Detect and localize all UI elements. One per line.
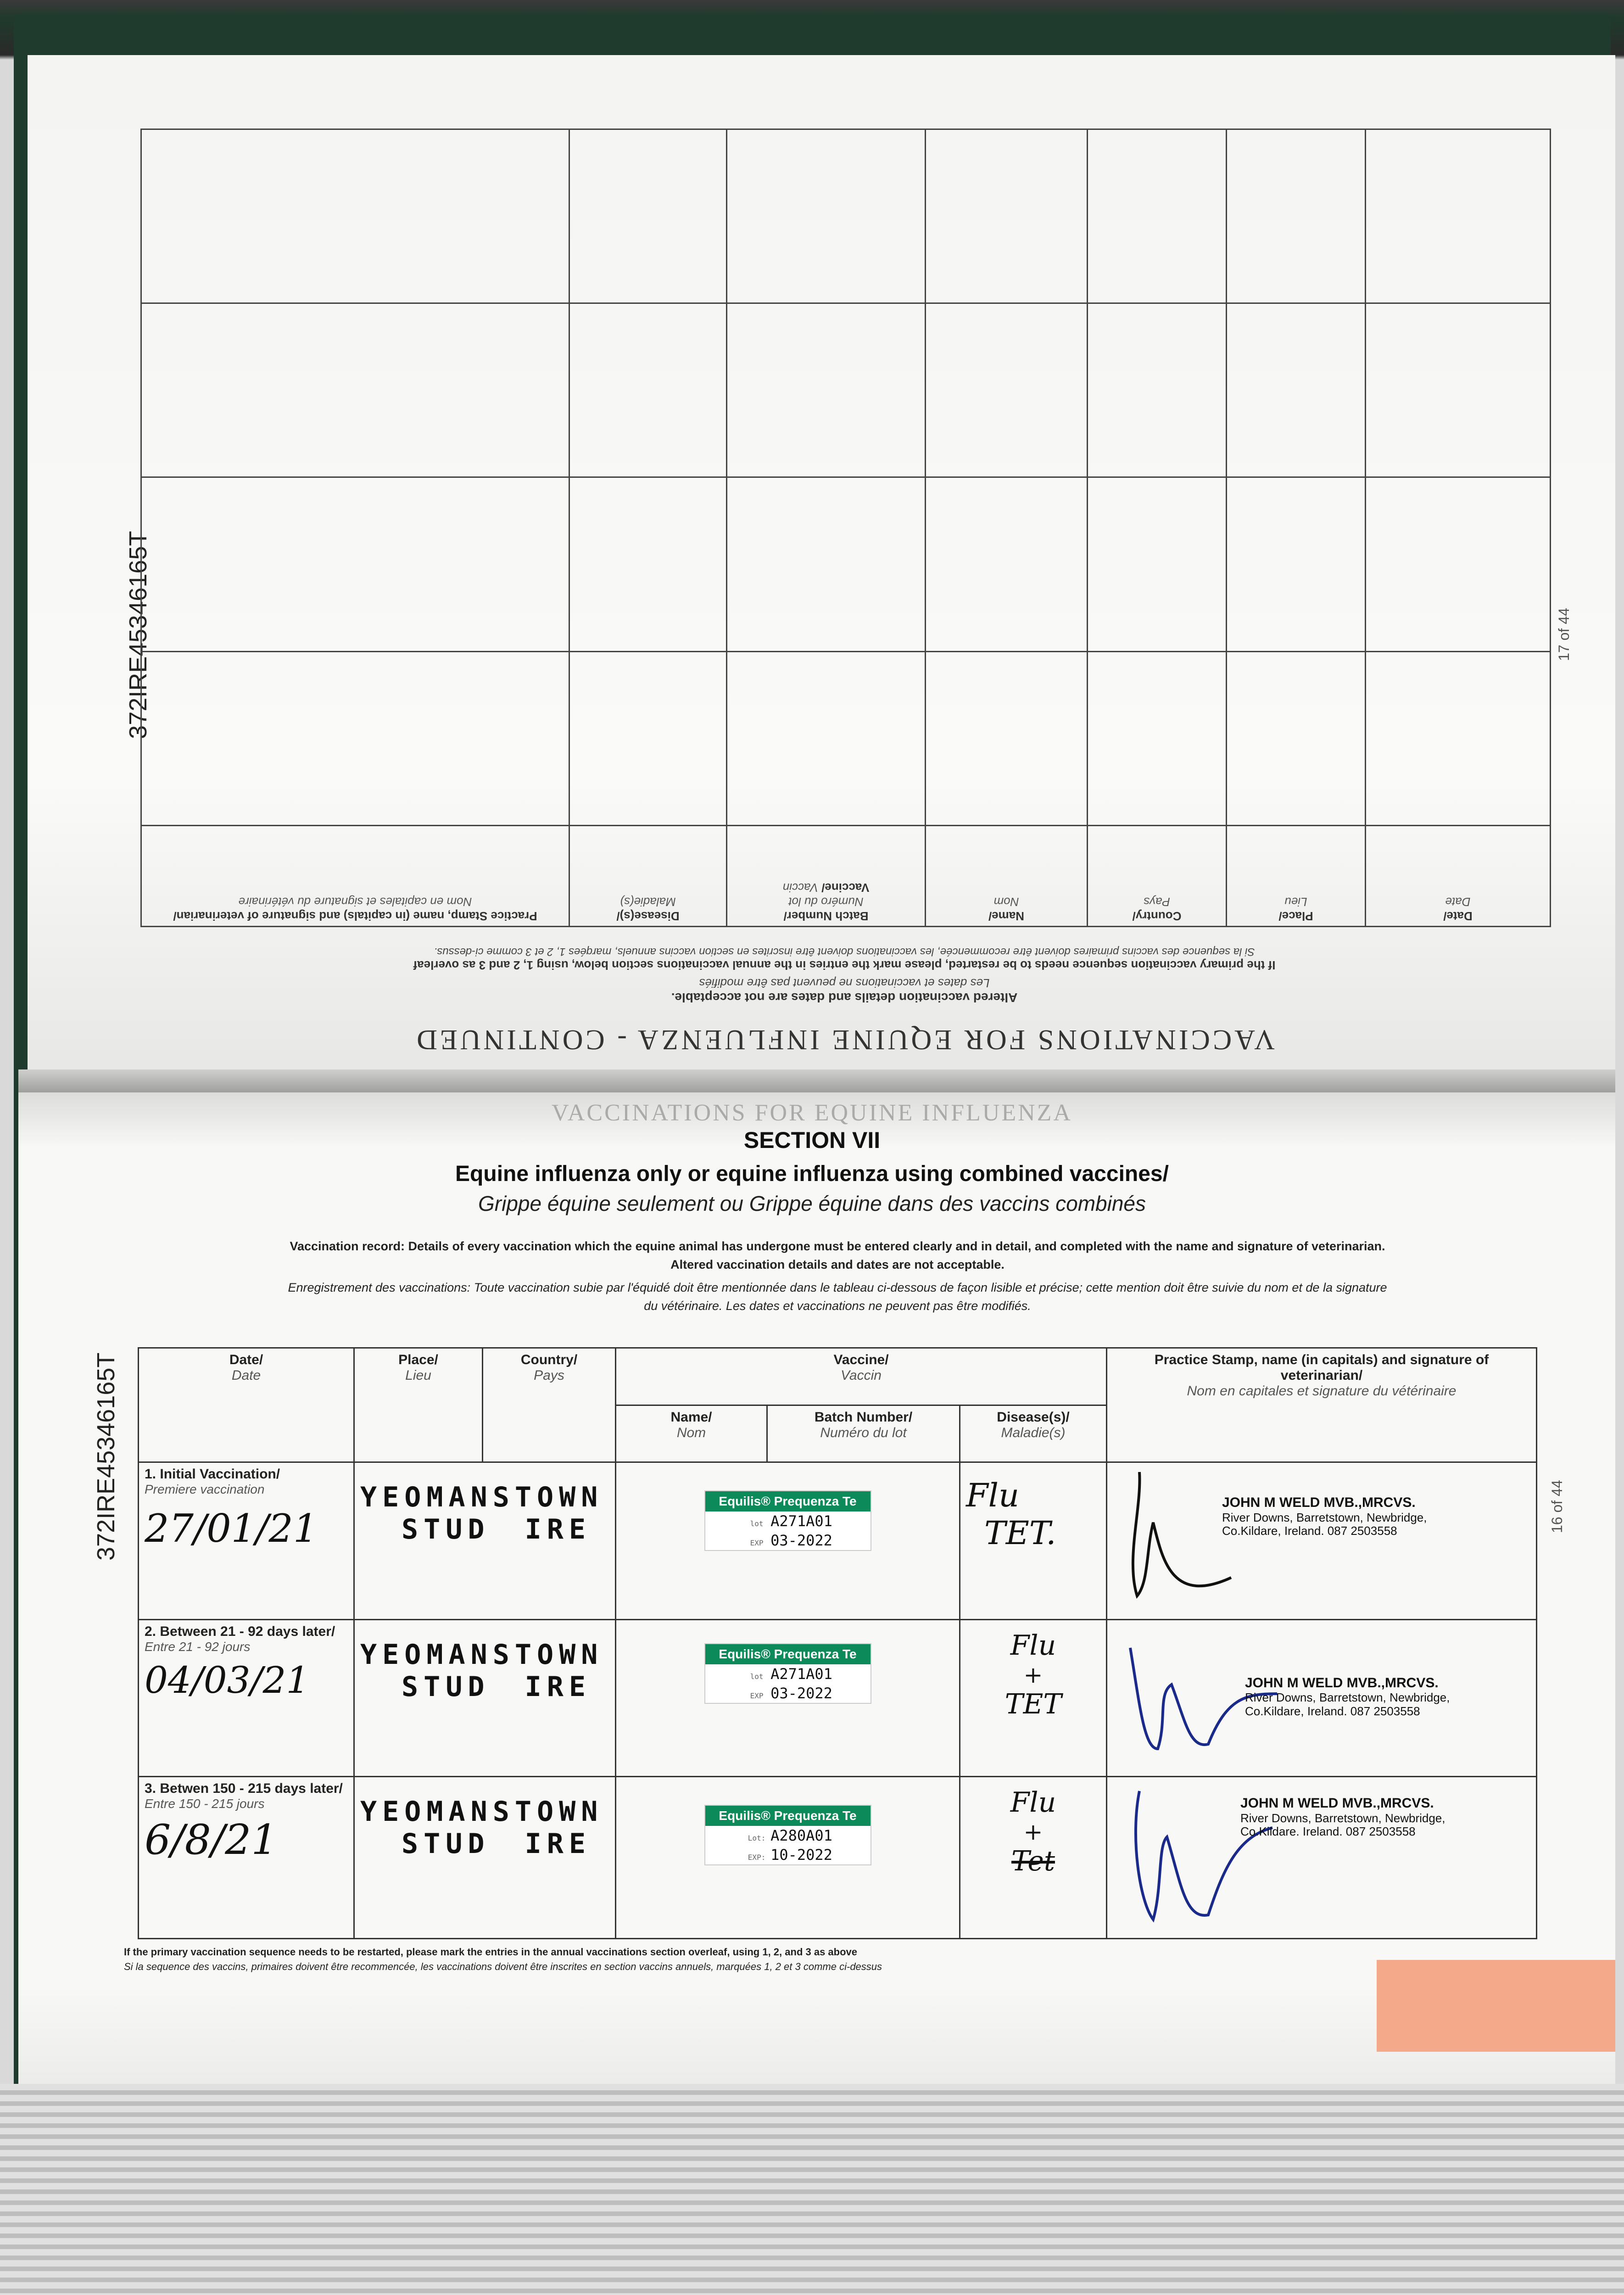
- row2-label-fr: Entre 21 - 92 jours: [145, 1639, 251, 1654]
- record-text-en-2: Altered vaccination details and dates are not acceptable.: [670, 1258, 1005, 1271]
- row1-disease-line1: Flu: [966, 1477, 1020, 1515]
- upper-header-name: Name/ Nom: [926, 826, 1088, 927]
- upper-empty-row: [141, 651, 1551, 825]
- row1-vaccine-brand: Equilis® Prequenza Te: [705, 1491, 871, 1511]
- record-text-en: Vaccination record: Details of every vaccination which the equine animal has undergone must be entered clearly and in detail, and completed with the name and signature of veterinarian.: [290, 1239, 1385, 1253]
- row2-country: IRE: [525, 1670, 591, 1703]
- section-title: SECTION VII: [743, 1127, 881, 1153]
- vaccination-row-1: [139, 1462, 1537, 1620]
- row3-date: 6/8/21: [145, 1816, 278, 1864]
- row1-date: 27/01/21: [145, 1506, 318, 1551]
- row3-disease-cell: [960, 1777, 1107, 1939]
- header-date: Date/ Date: [139, 1348, 354, 1462]
- row2-date-cell: [139, 1619, 354, 1777]
- row2-place-line1: YEOMANSTOWN: [360, 1638, 603, 1671]
- upper-empty-row: [141, 477, 1551, 651]
- passport-id-lower: 372IRE45346165T: [92, 1352, 120, 1561]
- upper-header-practice: Practice Stamp, name (in capitals) and signature of veterinarian/ Nom en capitales et signature du vétérinaire: [141, 826, 569, 927]
- row3-vaccine-brand: Equilis® Prequenza Te: [705, 1806, 871, 1826]
- page-number-lower: 16 of 44: [1549, 1480, 1565, 1533]
- upper-page-title: VACCINATIONS FOR EQUINE INFLUENZA - CONTINUED: [414, 1024, 1275, 1055]
- passport-id-upper: 372IRE45346165T: [124, 531, 152, 739]
- row3-place-line1: YEOMANSTOWN: [360, 1796, 603, 1828]
- row1-label-fr: Premiere vaccination: [145, 1482, 265, 1497]
- upper-header-batch: Batch Number/ Numéro du lot Vaccine/ Vaccin: [727, 826, 926, 927]
- page-number-upper: 17 of 44: [1556, 608, 1572, 661]
- row2-place-country: [354, 1619, 616, 1777]
- header-disease: Disease(s)/ Maladie(s): [960, 1405, 1107, 1462]
- upper-header-date: Date/ Date: [1366, 826, 1551, 927]
- row2-vaccine-brand: Equilis® Prequenza Te: [705, 1644, 871, 1664]
- upper-empty-row: [141, 303, 1551, 477]
- row3-date-cell: [139, 1777, 354, 1939]
- row3-place-country: [354, 1777, 616, 1939]
- row3-lot: A280A01: [770, 1827, 832, 1845]
- record-text-fr: Enregistrement des vaccinations: Toute vaccination subie par l'équidé doit être mentionnée dans le tableau ci-dessous de façon lisible et précise; cette mention doit être suivie du nom et de la signature: [288, 1281, 1387, 1294]
- heading-en: Equine influenza only or equine influenza using combined vaccines/: [455, 1162, 1169, 1186]
- row1-vaccine-label-cell: [616, 1462, 960, 1620]
- upper-vaccination-table: [140, 129, 1551, 927]
- upper-header-place: Place/ Lieu: [1227, 826, 1366, 927]
- row1-vet-stamp: JOHN M WELD MVB.,MRCVS. River Downs, Barretstown, Newbridge, Co.Kildare, Ireland. 087 2503558: [1222, 1495, 1427, 1538]
- row3-disease-line2: +: [1023, 1819, 1043, 1846]
- record-text-fr-2: du vétérinaire. Les dates et vaccinations ne peuvent pas être modifiés.: [644, 1299, 1031, 1313]
- scanner-strip: [0, 2084, 1624, 2295]
- row3-place-line2: STUD: [402, 1828, 490, 1860]
- row2-date: 04/03/21: [145, 1658, 310, 1702]
- header-country: Country/ Pays: [483, 1348, 616, 1462]
- row3-vet-cell: [1107, 1777, 1537, 1939]
- vaccination-row-3: [139, 1777, 1537, 1939]
- header-practice: Practice Stamp, name (in capitals) and signature of veterinarian/ Nom en capitales et signature du vétérinaire: [1107, 1348, 1537, 1462]
- row1-lot: A271A01: [770, 1512, 832, 1530]
- row2-label: 2. Between 21 - 92 days later/: [145, 1623, 335, 1639]
- row3-vaccine-sticker: Equilis® Prequenza Te Lot: A280A01 EXP: 10-2022: [704, 1805, 871, 1865]
- upper-notice-1: Altered vaccination details and dates are not acceptable.: [671, 991, 1018, 1005]
- row1-place-line2: STUD: [402, 1513, 490, 1546]
- row1-place-line1: YEOMANSTOWN: [360, 1481, 603, 1514]
- upper-notice-fr-2: Si la sequence des vaccins primaires doivent être recommencée, les vaccinations doivent être inscrites en section vaccins annuels, marqées 1, 2 et 3 comme ci-dessus.: [434, 946, 1255, 958]
- header-vaccine: Vaccine/ Vaccin: [616, 1348, 1107, 1405]
- orange-tab: [1377, 1960, 1615, 2052]
- header-batch-number: Batch Number/ Numéro du lot: [767, 1405, 960, 1462]
- header-place: Place/ Lieu: [354, 1348, 483, 1462]
- upper-notice-fr-1: Les dates et vaccinations ne peuvent pas être modifiés: [699, 976, 990, 990]
- header-vaccine-name: Name/ Nom: [616, 1405, 767, 1462]
- row2-disease-cell: [960, 1619, 1107, 1777]
- row2-exp: 03-2022: [770, 1684, 832, 1702]
- row2-disease-line1: Flu: [1010, 1629, 1056, 1662]
- upper-empty-row: [141, 129, 1551, 303]
- row1-vet-cell: [1107, 1462, 1537, 1620]
- row1-date-cell: [139, 1462, 354, 1620]
- row2-disease-line2: +: [1023, 1661, 1043, 1688]
- upper-notice-2: If the primary vaccination sequence needs to be restarted, please mark the entries in the annual vaccinations section below, using 1, 2 and 3 as overleaf: [413, 958, 1276, 972]
- footer-note-en: If the primary vaccination sequence needs to be restarted, please mark the entries in the annual vaccinations section overleaf, using 1, 2, and 3 as above: [124, 1946, 858, 1958]
- row2-vaccine-label-cell: [616, 1619, 960, 1777]
- row3-disease-line3: Tet: [1011, 1845, 1055, 1878]
- upper-header-country: Country/ Pays: [1088, 826, 1227, 927]
- row1-place-country: [354, 1462, 616, 1620]
- row2-vet-stamp: JOHN M WELD MVB.,MRCVS. River Downs, Barretstown, Newbridge, Co.Kildare, Ireland. 087 2503558: [1245, 1675, 1450, 1718]
- footer-note-fr: Si la sequence des vaccins, primaires doivent être recommencée, les vaccinations doivent être inscrites en section vaccins annuels, marquées 1, 2 et 3 comme ci-dessus: [124, 1961, 882, 1972]
- row2-lot: A271A01: [770, 1665, 832, 1683]
- row1-label: 1. Initial Vaccination/: [145, 1467, 280, 1482]
- row1-vaccine-sticker: Equilis® Prequenza Te lot A271A01 EXP 03-2022: [704, 1490, 871, 1551]
- row3-exp: 10-2022: [770, 1846, 832, 1864]
- row1-country: IRE: [525, 1513, 591, 1546]
- row3-vaccine-label-cell: [616, 1777, 960, 1939]
- row2-disease-line3: TET: [1005, 1688, 1062, 1720]
- upper-header-disease: Disease(s)/ Maladie(s): [569, 826, 727, 927]
- row1-disease-cell: [960, 1462, 1107, 1620]
- upper-page-header: [138, 927, 1551, 1065]
- heading-fr: Grippe équine seulement ou Grippe équine dans des vaccins combinés: [478, 1192, 1146, 1215]
- row3-disease-line1: Flu: [1010, 1786, 1056, 1819]
- vaccination-table: [138, 1347, 1537, 1939]
- upper-page-content: [138, 119, 1551, 1065]
- row2-vaccine-sticker: Equilis® Prequenza Te lot A271A01 EXP 03-2022: [704, 1643, 871, 1704]
- row3-vet-stamp: JOHN M WELD MVB.,MRCVS. River Downs, Barretstown, Newbridge, Co.Kildare. Ireland. 087 2503558: [1240, 1796, 1445, 1839]
- row2-place-line2: STUD: [402, 1670, 490, 1703]
- vaccination-row-2: [139, 1619, 1537, 1777]
- row1-exp: 03-2022: [770, 1532, 832, 1550]
- row1-disease-line2: TET.: [984, 1514, 1056, 1552]
- row3-country: IRE: [525, 1828, 591, 1860]
- faded-header: VACCINATIONS FOR EQUINE INFLUENZA: [552, 1100, 1072, 1126]
- row3-label: 3. Betwen 150 - 215 days later/: [145, 1781, 343, 1797]
- row2-vet-cell: [1107, 1619, 1537, 1777]
- row3-label-fr: Entre 150 - 215 jours: [145, 1797, 265, 1811]
